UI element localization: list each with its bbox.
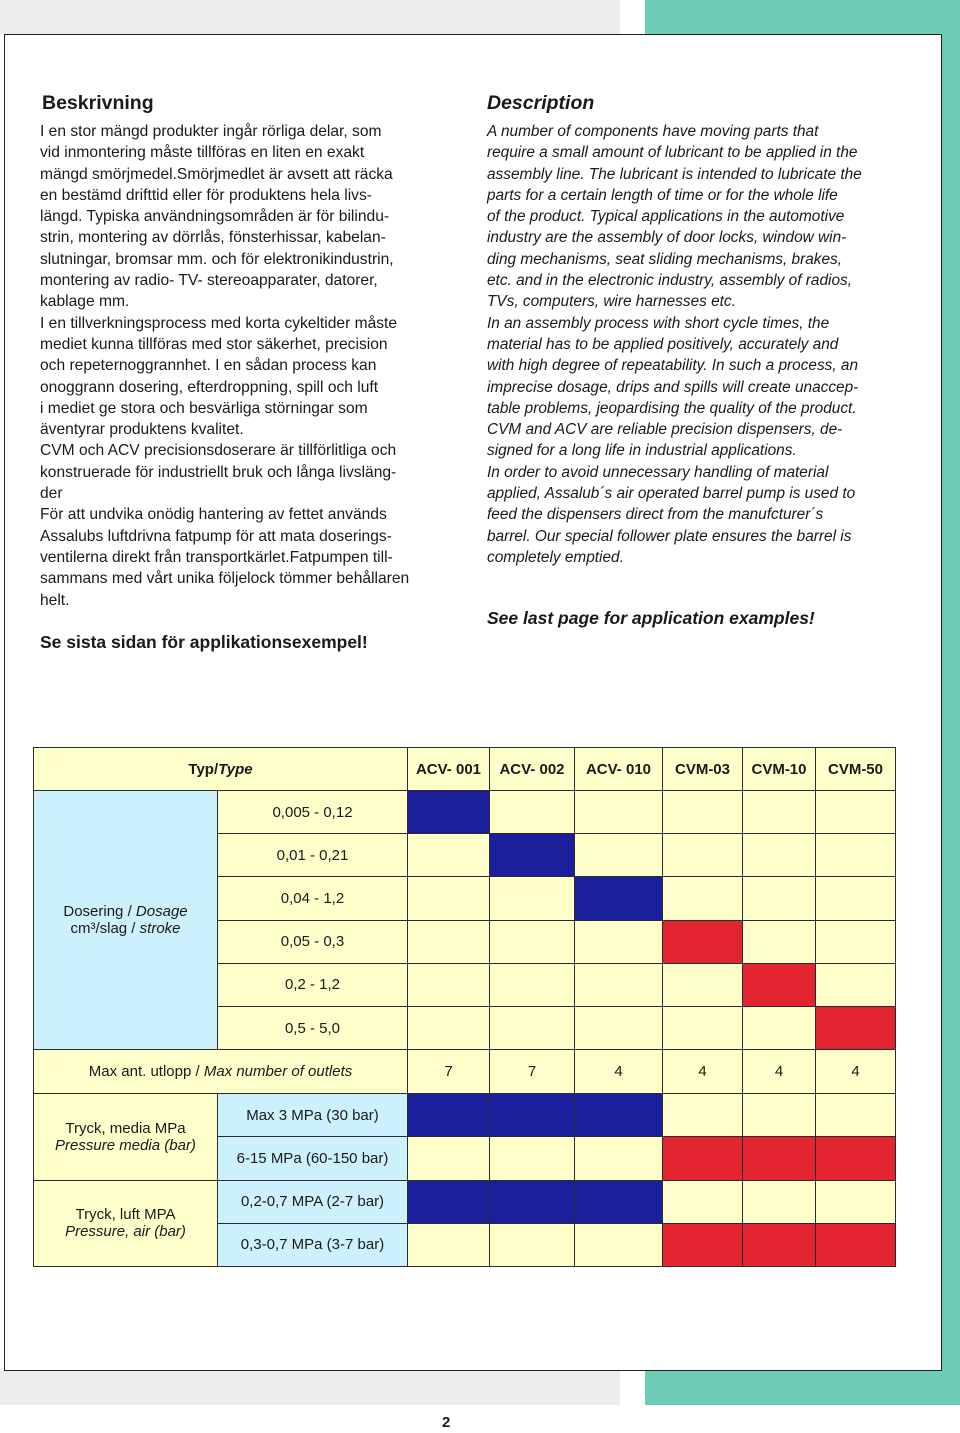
dosage-label-sv: Dosering /	[63, 903, 136, 921]
dosage-range: 0,05 - 0,3	[218, 920, 408, 963]
swedish-paragraph-3: CVM och ACV precisionsdoserare är tillförlitliga och konstruerade för industriellt bruk och långa livsläng- der	[40, 442, 397, 503]
english-heading: Description	[487, 92, 595, 114]
dosage-fill-cell	[575, 1006, 663, 1049]
pressure-media-fill-cell	[663, 1094, 743, 1137]
dosage-label-cell	[34, 791, 218, 1050]
dosage-fill-cell	[663, 834, 743, 877]
pressure-media-fill-cell	[743, 1137, 816, 1180]
outlets-label-en: Max number of outlets	[203, 1063, 353, 1081]
pressure-air-fill-cell	[408, 1223, 490, 1266]
outlets-value: 4	[575, 1050, 663, 1094]
dosage-fill-cell	[663, 920, 743, 963]
dosage-fill-cell	[490, 1006, 575, 1049]
dosage-fill-cell	[575, 920, 663, 963]
dosage-fill-cell	[408, 1006, 490, 1049]
dosage-fill-cell	[575, 963, 663, 1006]
spec-table	[33, 747, 896, 1267]
english-column	[487, 92, 927, 568]
dosage-fill-cell	[408, 963, 490, 1006]
dosage-fill-cell	[575, 877, 663, 920]
outlets-value: 4	[663, 1050, 743, 1094]
english-paragraph-2: In an assembly process with short cycle times, the material has to be applied positively, accurately and with high degree of repeatability. In such a process, an imprecise dosage, drips and spills will create unaccep- table problems, jeopardising the quality of the product.	[487, 314, 859, 417]
outlets-row	[34, 1050, 896, 1094]
dosage-fill-cell	[743, 1006, 816, 1049]
swedish-paragraph-2: I en tillverkningsprocess med korta cykeltider måste mediet kunna tillföras med stor säkerhet, precision och repeternoggrannhet. I en sådan process kan onoggrann dosering, efterdroppning, spill och luft i mediet ge stora och besvärliga störningar som äventyrar produktens kvalitet.	[40, 314, 398, 439]
dosage-fill-cell	[490, 920, 575, 963]
dosage-fill-cell	[816, 834, 896, 877]
dosage-fill-cell	[743, 791, 816, 834]
model-header: ACV- 010	[575, 748, 663, 791]
dosage-fill-cell	[408, 834, 490, 877]
outlets-value: 7	[490, 1050, 575, 1094]
dosage-unit-en: stroke	[139, 920, 181, 938]
pressure-air-range: 0,3-0,7 MPa (3-7 bar)	[218, 1223, 408, 1266]
dosage-label-en: Dosage	[135, 903, 188, 921]
type-header-label-sv: Typ/	[188, 760, 219, 778]
dosage-fill-cell	[575, 791, 663, 834]
outlets-label-cell	[34, 1050, 408, 1094]
dosage-fill-cell	[490, 791, 575, 834]
pressure-media-fill-cell	[490, 1137, 575, 1180]
swedish-paragraph-4: För att undvika onödig hantering av fettet används Assalubs luftdrivna fatpump för att mata doserings- ventilerna direkt från transportkärlet.Fatpumpen till- sammans med vårt unika följelock tömmer behållaren helt.	[40, 506, 410, 609]
dosage-fill-cell	[663, 791, 743, 834]
type-header-label-en: Type	[218, 760, 253, 778]
dosage-fill-cell	[816, 877, 896, 920]
pressure-media-row	[34, 1094, 896, 1137]
dosage-range: 0,01 - 0,21	[218, 834, 408, 877]
page-number: 2	[442, 1414, 451, 1431]
pressure-media-fill-cell	[816, 1137, 896, 1180]
outlets-label-sv: Max ant. utlopp /	[88, 1063, 204, 1081]
dosage-fill-cell	[743, 963, 816, 1006]
dosage-fill-cell	[816, 963, 896, 1006]
pressure-air-label-sv: Tryck, luft MPA	[75, 1206, 176, 1224]
model-header: CVM-10	[743, 748, 816, 791]
swedish-heading: Beskrivning	[42, 92, 154, 114]
pressure-air-fill-cell	[663, 1223, 743, 1266]
dosage-fill-cell	[490, 834, 575, 877]
dosage-fill-cell	[408, 791, 490, 834]
pressure-air-fill-cell	[490, 1223, 575, 1266]
english-paragraph-3: CVM and ACV are reliable precision dispensers, de- signed for a long life in industrial applications.	[487, 421, 843, 460]
outlets-value: 4	[743, 1050, 816, 1094]
dosage-fill-cell	[663, 877, 743, 920]
dosage-fill-cell	[575, 834, 663, 877]
outlets-value: 7	[408, 1050, 490, 1094]
pressure-media-label-en: Pressure media (bar)	[55, 1136, 196, 1154]
dosage-fill-cell	[743, 834, 816, 877]
swedish-callout: Se sista sidan för applikationsexempel!	[40, 632, 368, 652]
pressure-media-fill-cell	[816, 1094, 896, 1137]
dosage-fill-cell	[816, 791, 896, 834]
english-paragraph-4: In order to avoid unnecessary handling of material applied, Assalub´s air operated barrel pump is used to feed the dispensers direct from the manufcturer´s barrel. Our special follower plate ensures the barrel is completely emptied.	[487, 463, 856, 566]
bottom-gray-band	[0, 1371, 620, 1405]
pressure-air-range: 0,2-0,7 MPA (2-7 bar)	[218, 1180, 408, 1223]
dosage-row	[34, 791, 896, 834]
pressure-air-fill-cell	[663, 1180, 743, 1223]
pressure-air-row	[34, 1180, 896, 1223]
top-gray-band	[0, 0, 620, 34]
pressure-air-fill-cell	[743, 1180, 816, 1223]
pressure-media-label-cell	[34, 1094, 218, 1180]
pressure-air-fill-cell	[408, 1180, 490, 1223]
swedish-column	[40, 92, 470, 611]
outlets-value: 4	[816, 1050, 896, 1094]
english-callout: See last page for application examples!	[487, 608, 815, 628]
pressure-media-fill-cell	[743, 1094, 816, 1137]
dosage-fill-cell	[663, 963, 743, 1006]
pressure-air-fill-cell	[816, 1223, 896, 1266]
model-header: CVM-50	[816, 748, 896, 791]
dosage-range: 0,2 - 1,2	[218, 963, 408, 1006]
pressure-air-label-en: Pressure, air (bar)	[65, 1223, 186, 1241]
dosage-fill-cell	[816, 920, 896, 963]
dosage-fill-cell	[743, 877, 816, 920]
pressure-air-fill-cell	[743, 1223, 816, 1266]
dosage-fill-cell	[408, 877, 490, 920]
dosage-fill-cell	[490, 963, 575, 1006]
type-header-cell	[34, 748, 408, 791]
model-header: CVM-03	[663, 748, 743, 791]
swedish-paragraph-1: I en stor mängd produkter ingår rörliga delar, som vid inmontering måste tillföras en liten en exakt mängd smörjmedel.Smörjmedlet är avsett att räcka en bestämd drifttid eller för produktens hela livs- längd. Typiska användningsområden är för bilindu- strin, montering av dörrlås, fönsterhissar, kabelan- slutningar, bromsar mm. och för elektronikindustrin, montering av radio- TV- stereoapparater, datorer, kablage mm.	[40, 123, 394, 311]
dosage-fill-cell	[743, 920, 816, 963]
pressure-media-label-sv: Tryck, media MPa	[65, 1119, 186, 1137]
dosage-fill-cell	[490, 877, 575, 920]
pressure-media-range: Max 3 MPa (30 bar)	[218, 1094, 408, 1137]
pressure-air-fill-cell	[816, 1180, 896, 1223]
english-paragraph-1: A number of components have moving parts that require a small amount of lubricant to be applied in the assembly line. The lubricant is intended to lubricate the parts for a certain length of time or for the whole life of the product. Typical applications in the automotive industry are the assembly of door locks, window win- ding mechanisms, seat sliding mechanisms, brakes, etc. and in the electronic industry, assembly of radios, TVs, computers, wire harnesses etc.	[487, 123, 862, 311]
dosage-fill-cell	[816, 1006, 896, 1049]
pressure-media-fill-cell	[408, 1094, 490, 1137]
dosage-fill-cell	[408, 920, 490, 963]
dosage-range: 0,04 - 1,2	[218, 877, 408, 920]
pressure-media-range: 6-15 MPa (60-150 bar)	[218, 1137, 408, 1180]
pressure-media-fill-cell	[490, 1094, 575, 1137]
model-header: ACV- 002	[490, 748, 575, 791]
pressure-air-fill-cell	[490, 1180, 575, 1223]
dosage-fill-cell	[663, 1006, 743, 1049]
dosage-range: 0,005 - 0,12	[218, 791, 408, 834]
pressure-air-fill-cell	[575, 1223, 663, 1266]
pressure-media-fill-cell	[408, 1137, 490, 1180]
dosage-unit-sv: cm³/slag /	[70, 920, 140, 938]
model-header: ACV- 001	[408, 748, 490, 791]
pressure-media-fill-cell	[575, 1137, 663, 1180]
pressure-air-fill-cell	[575, 1180, 663, 1223]
table-header-row	[34, 748, 896, 791]
dosage-range: 0,5 - 5,0	[218, 1006, 408, 1049]
pressure-media-fill-cell	[575, 1094, 663, 1137]
pressure-air-label-cell	[34, 1180, 218, 1266]
pressure-media-fill-cell	[663, 1137, 743, 1180]
